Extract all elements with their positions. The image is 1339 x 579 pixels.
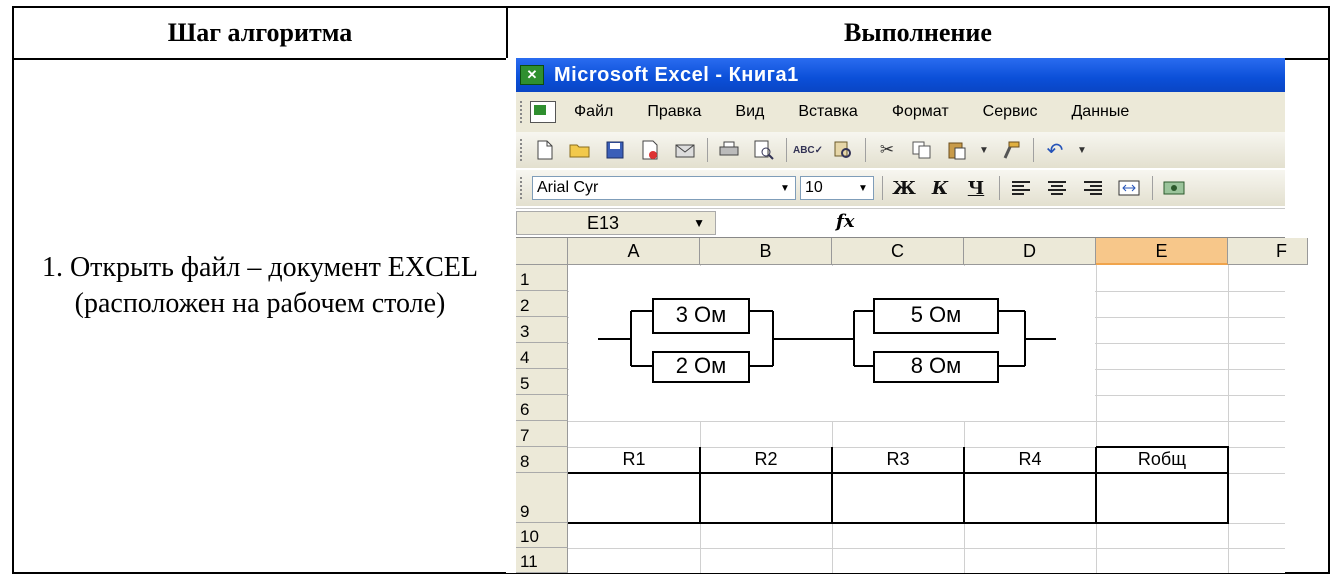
resistor-label-4: 8 Ом [910, 353, 962, 378]
toolbar-separator [999, 176, 1000, 200]
step-cell [14, 60, 506, 572]
chevron-down-icon[interactable]: ▼ [858, 182, 868, 194]
formatting-toolbar [516, 170, 1285, 206]
toolbar-separator [1152, 176, 1153, 200]
row-header-5[interactable]: 5 [516, 369, 568, 395]
currency-icon[interactable] [1161, 176, 1187, 200]
row-header-1[interactable]: 1 [516, 265, 568, 291]
toolbar-separator [865, 138, 866, 162]
row-header-3[interactable]: 3 [516, 317, 568, 343]
resistor-label-1: 3 Ом [675, 302, 727, 327]
function-fx-icon[interactable]: fx [836, 211, 855, 232]
align-right-icon[interactable] [1080, 176, 1106, 200]
research-icon[interactable] [830, 138, 856, 162]
undo-icon[interactable]: ↶ [1046, 139, 1064, 162]
paste-dropdown-icon[interactable]: ▼ [979, 144, 989, 156]
toolbar-separator [882, 176, 883, 200]
row-header-6[interactable]: 6 [516, 395, 568, 421]
underline-button[interactable]: Ч [967, 177, 985, 199]
bold-button[interactable]: Ж [892, 177, 916, 199]
menu-tools[interactable]: Сервис [982, 103, 1038, 120]
new-document-icon[interactable] [532, 138, 558, 162]
window-title: Microsoft Excel - Книга1 [554, 63, 799, 86]
print-preview-icon[interactable] [751, 138, 777, 162]
align-center-icon[interactable] [1044, 176, 1070, 200]
toolbar-separator [786, 138, 787, 162]
font-name-value: Arial Cyr [537, 179, 599, 196]
toolbar-grip [520, 177, 526, 199]
menu-insert[interactable]: Вставка [798, 103, 858, 120]
permission-icon[interactable] [637, 138, 663, 162]
table-header-row [14, 8, 1328, 60]
column-header-d[interactable]: D [964, 238, 1096, 265]
table-border [1096, 446, 1229, 448]
excel-app-icon: ✕ [520, 65, 544, 85]
workbook-icon[interactable] [530, 101, 556, 123]
cell-d8[interactable]: R4 [1018, 449, 1042, 469]
resistor-label-2: 2 Ом [675, 353, 727, 378]
toolbar-grip [520, 139, 526, 161]
worksheet-grid[interactable] [516, 238, 1285, 573]
formula-bar [516, 208, 1285, 238]
copy-icon[interactable] [909, 138, 935, 162]
print-icon[interactable] [716, 138, 742, 162]
paste-icon[interactable] [944, 138, 970, 162]
open-folder-icon[interactable] [567, 138, 593, 162]
name-box[interactable] [516, 211, 716, 235]
name-box-value: E13 [587, 213, 620, 233]
cut-scissors-icon[interactable]: ✂ [879, 140, 895, 159]
resistor-label-3: 5 Ом [910, 302, 962, 327]
menu-data[interactable]: Данные [1071, 103, 1130, 120]
row-header-7[interactable]: 7 [516, 421, 568, 447]
row-header-8[interactable]: 8 [516, 447, 568, 473]
column-header-f[interactable]: F [1228, 238, 1308, 265]
menu-bar [516, 92, 1285, 132]
column-header-b[interactable]: B [700, 238, 832, 265]
undo-dropdown-icon[interactable]: ▼ [1077, 144, 1087, 156]
cell-a8[interactable]: R1 [622, 449, 646, 469]
menu-format[interactable]: Формат [891, 103, 949, 120]
table-border [568, 472, 1229, 474]
font-name-select[interactable] [532, 176, 796, 200]
cell-b8[interactable]: R2 [754, 449, 778, 469]
align-left-icon[interactable] [1008, 176, 1034, 200]
header-exec-cell: Выполнение [844, 18, 992, 47]
menu-edit[interactable]: Правка [647, 103, 702, 120]
row-header-2[interactable]: 2 [516, 291, 568, 317]
merge-center-icon[interactable] [1116, 176, 1142, 200]
cell-e8[interactable]: Rобщ [1137, 449, 1187, 469]
font-size-select[interactable] [800, 176, 874, 200]
menu-file[interactable]: Файл [574, 103, 614, 120]
standard-toolbar [516, 132, 1285, 168]
excel-screenshot [506, 58, 1285, 573]
cell-c8[interactable]: R3 [886, 449, 910, 469]
column-header-c[interactable]: C [832, 238, 964, 265]
menubar-grip [520, 101, 526, 123]
format-painter-icon[interactable] [998, 138, 1024, 162]
chevron-down-icon[interactable]: ▼ [780, 182, 790, 194]
font-size-value: 10 [805, 179, 823, 196]
row-header-11[interactable]: 11 [516, 548, 568, 573]
step-text: 1. Открыть файл – документ EXCEL (расположен на рабочем столе) [41, 252, 479, 319]
column-header-e[interactable]: E [1096, 238, 1228, 265]
toolbar-separator [707, 138, 708, 162]
table-border [568, 522, 1229, 524]
toolbar-separator [1033, 138, 1034, 162]
menu-view[interactable]: Вид [735, 103, 765, 120]
column-header-a[interactable]: A [568, 238, 700, 265]
save-disk-icon[interactable] [602, 138, 628, 162]
window-titlebar [516, 58, 1285, 92]
spelling-icon[interactable]: ABC✓ [792, 144, 824, 156]
email-icon[interactable] [672, 138, 698, 162]
row-header-4[interactable]: 4 [516, 343, 568, 369]
header-step-cell: Шаг алгоритма [167, 18, 353, 47]
row-header-10[interactable]: 10 [516, 523, 568, 548]
italic-button[interactable]: К [931, 177, 949, 199]
row-header-9[interactable]: 9 [516, 473, 568, 523]
chevron-down-icon[interactable]: ▼ [693, 216, 705, 230]
